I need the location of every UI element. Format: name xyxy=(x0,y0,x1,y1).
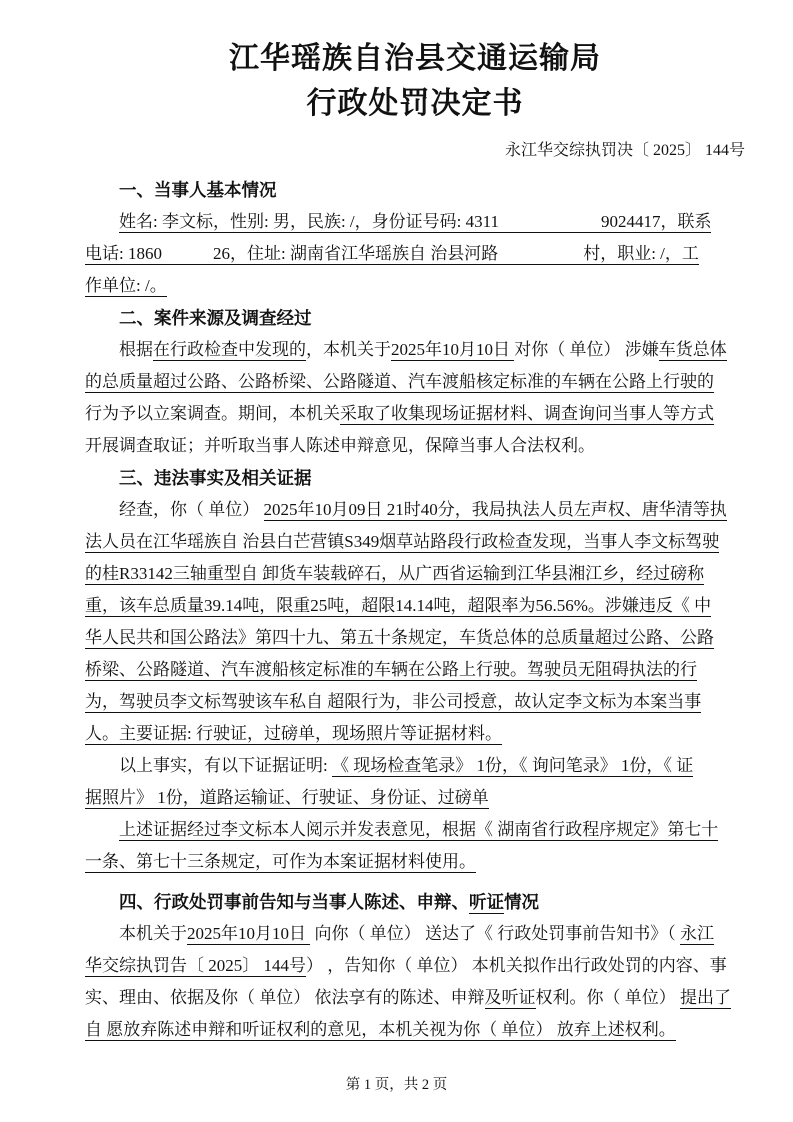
underlined-text-segment: 听证 xyxy=(469,892,504,912)
document-line xyxy=(85,782,745,814)
document-line xyxy=(85,1014,745,1046)
underlined-text-segment: 采取了收集现场证据材料、调查询问当事人等方式 xyxy=(340,404,714,423)
underlined-text-segment: 为，驾驶员李文标驾驶该车私自 超限行为，非公司授意，故认定李文标为本案当事 xyxy=(85,692,702,711)
underlined-text-segment: 《 现场检查笔录》 1份，《 询问笔录》 1份，《 证 xyxy=(331,756,694,775)
document-line xyxy=(85,526,745,558)
underlined-text-segment: 提出了 xyxy=(680,988,731,1007)
document-title-line2: 行政处罚决定书 xyxy=(306,87,524,120)
text-segment: 实、理由、依据及你（ 单位） 依法享有的陈述、申辩 xyxy=(85,988,485,1007)
text-segment: 对你（ 单位） 涉嫌 xyxy=(514,340,659,359)
text-segment xyxy=(85,820,119,839)
text-segment: 权利。你（ 单位） xyxy=(535,988,680,1007)
document-line xyxy=(85,590,745,622)
section-3-heading: 三、违法事实及相关证据 xyxy=(119,468,312,488)
underlined-text-segment: 姓名: 李文标，性别: 男，民族: /，身份证号码: 4311 9024417，联系 xyxy=(119,212,712,231)
underlined-text-segment: 据照片》 1份，道路运输证、行驶证、身份证、过磅单 xyxy=(85,788,489,807)
document-line xyxy=(85,238,745,270)
text-segment: 以上事实，有以下证据证明: xyxy=(85,756,332,775)
document-line xyxy=(85,366,745,398)
underlined-text-segment: 2025年10月09日 21时40分，我局执法人员左声权、唐华清等执 xyxy=(263,500,727,519)
document-line xyxy=(85,430,745,462)
document-line xyxy=(85,654,745,686)
underlined-text-segment: 车货总体 xyxy=(658,340,727,359)
underlined-text-segment: 上述证据经过李文标本人阅示并发表意见，根据《 湖南省行政程序规定》第七十 xyxy=(119,820,719,839)
section-1-heading: 一、当事人基本情况 xyxy=(119,180,277,200)
document-line xyxy=(85,558,745,590)
underlined-text-segment: 及听证 xyxy=(484,988,536,1007)
underlined-text-segment: 自 愿放弃陈述申辩和听证权利的意见，本机关视为你（ 单位） 放弃上述权利。 xyxy=(85,1020,676,1039)
text-segment: 开展调查取证；并听取当事人陈述申辩意见，保障当事人合法权利。 xyxy=(85,436,595,455)
underlined-text-segment: 人。主要证据: 行驶证，过磅单，现场照片等证据材料。 xyxy=(85,724,502,743)
document-line xyxy=(85,494,745,526)
underlined-text-segment: 重，该车总质量39.14吨，限重25吨，超限14.14吨，超限率为56.56%。涉嫌违反《 中 xyxy=(85,596,712,615)
section-4-heading xyxy=(85,886,745,918)
underlined-text-segment: 桥梁、公路隧道、汽车渡船核定标准的车辆在公路上行驶。驾驶员无阻碍执法的行 xyxy=(85,660,697,679)
text-segment: 经查，你（ 单位） xyxy=(85,500,264,519)
text-segment: 根据 xyxy=(85,340,153,359)
document-line xyxy=(85,334,745,366)
text-segment: 行为予以立案调查。期间，本机关 xyxy=(85,404,340,423)
text-segment xyxy=(85,212,119,231)
document-line xyxy=(85,982,745,1014)
text-segment: 向你（ 单位） 送达了《 行政处罚事前告知书》（ xyxy=(310,924,680,943)
text-segment: 本机关于 xyxy=(85,924,187,943)
underlined-text-segment: 的总质量超过公路、公路桥梁、公路隧道、汽车渡船核定标准的车辆在公路上行驶的 xyxy=(85,372,714,391)
text-segment: ） ，告知你（ 单位） 本机关拟作出行政处罚的内容、事 xyxy=(306,956,727,975)
document-line xyxy=(85,622,745,654)
underlined-text-segment: 法人员在江华瑶族自 治县白芒营镇S349烟草站路段行政检查发现，当事人李文标驾驶 xyxy=(85,532,720,551)
section-2-heading: 二、案件来源及调查经过 xyxy=(119,308,312,328)
text-segment: 情况 xyxy=(504,892,539,912)
document-line xyxy=(85,846,745,878)
underlined-text-segment: 华人民共和国公路法》第四十九、第五十条规定，车货总体的总质量超过公路、公路 xyxy=(85,628,714,647)
underlined-text-segment: 一条、第七十三条规定，可作为本案证据材料使用。 xyxy=(85,852,476,871)
text-segment: ，本机关于 xyxy=(306,340,391,359)
document-title-line1: 江华瑶族自治县交通运输局 xyxy=(229,42,601,75)
document-line xyxy=(85,918,745,950)
underlined-text-segment: 的桂R33142三轴重型自 卸货车装载碎石，从广西省运输到江华县湘江乡，经过磅称 xyxy=(85,564,705,583)
document-line xyxy=(85,718,745,750)
page-number-footer: 第 1 页，共 2 页 xyxy=(345,1077,448,1093)
underlined-text-segment: 2025年10月10日 xyxy=(187,924,311,943)
document-line xyxy=(85,686,745,718)
underlined-text-segment: 作单位: /。 xyxy=(85,276,167,295)
document-line xyxy=(85,750,745,782)
document-line xyxy=(85,814,745,846)
underlined-text-segment: 永江 xyxy=(680,924,714,943)
underlined-text-segment: 电话: 1860 26，住址: 湖南省江华瑶族自 治县河路 村，职业: /，工 xyxy=(85,244,699,263)
document-line xyxy=(85,398,745,430)
document-line xyxy=(85,270,745,302)
document-line xyxy=(85,950,745,982)
document-line xyxy=(85,206,745,238)
text-segment: 四、行政处罚事前告知与当事人陈述、申辩、 xyxy=(119,892,469,912)
underlined-text-segment: 2025年10月10日 xyxy=(391,340,515,359)
doc-number: 永江华交综执罚决〔 2025〕 144号 xyxy=(504,142,745,159)
underlined-text-segment: 在行政检查中发现的 xyxy=(153,340,306,359)
underlined-text-segment: 华交综执罚告〔 2025〕 144号 xyxy=(85,956,306,975)
